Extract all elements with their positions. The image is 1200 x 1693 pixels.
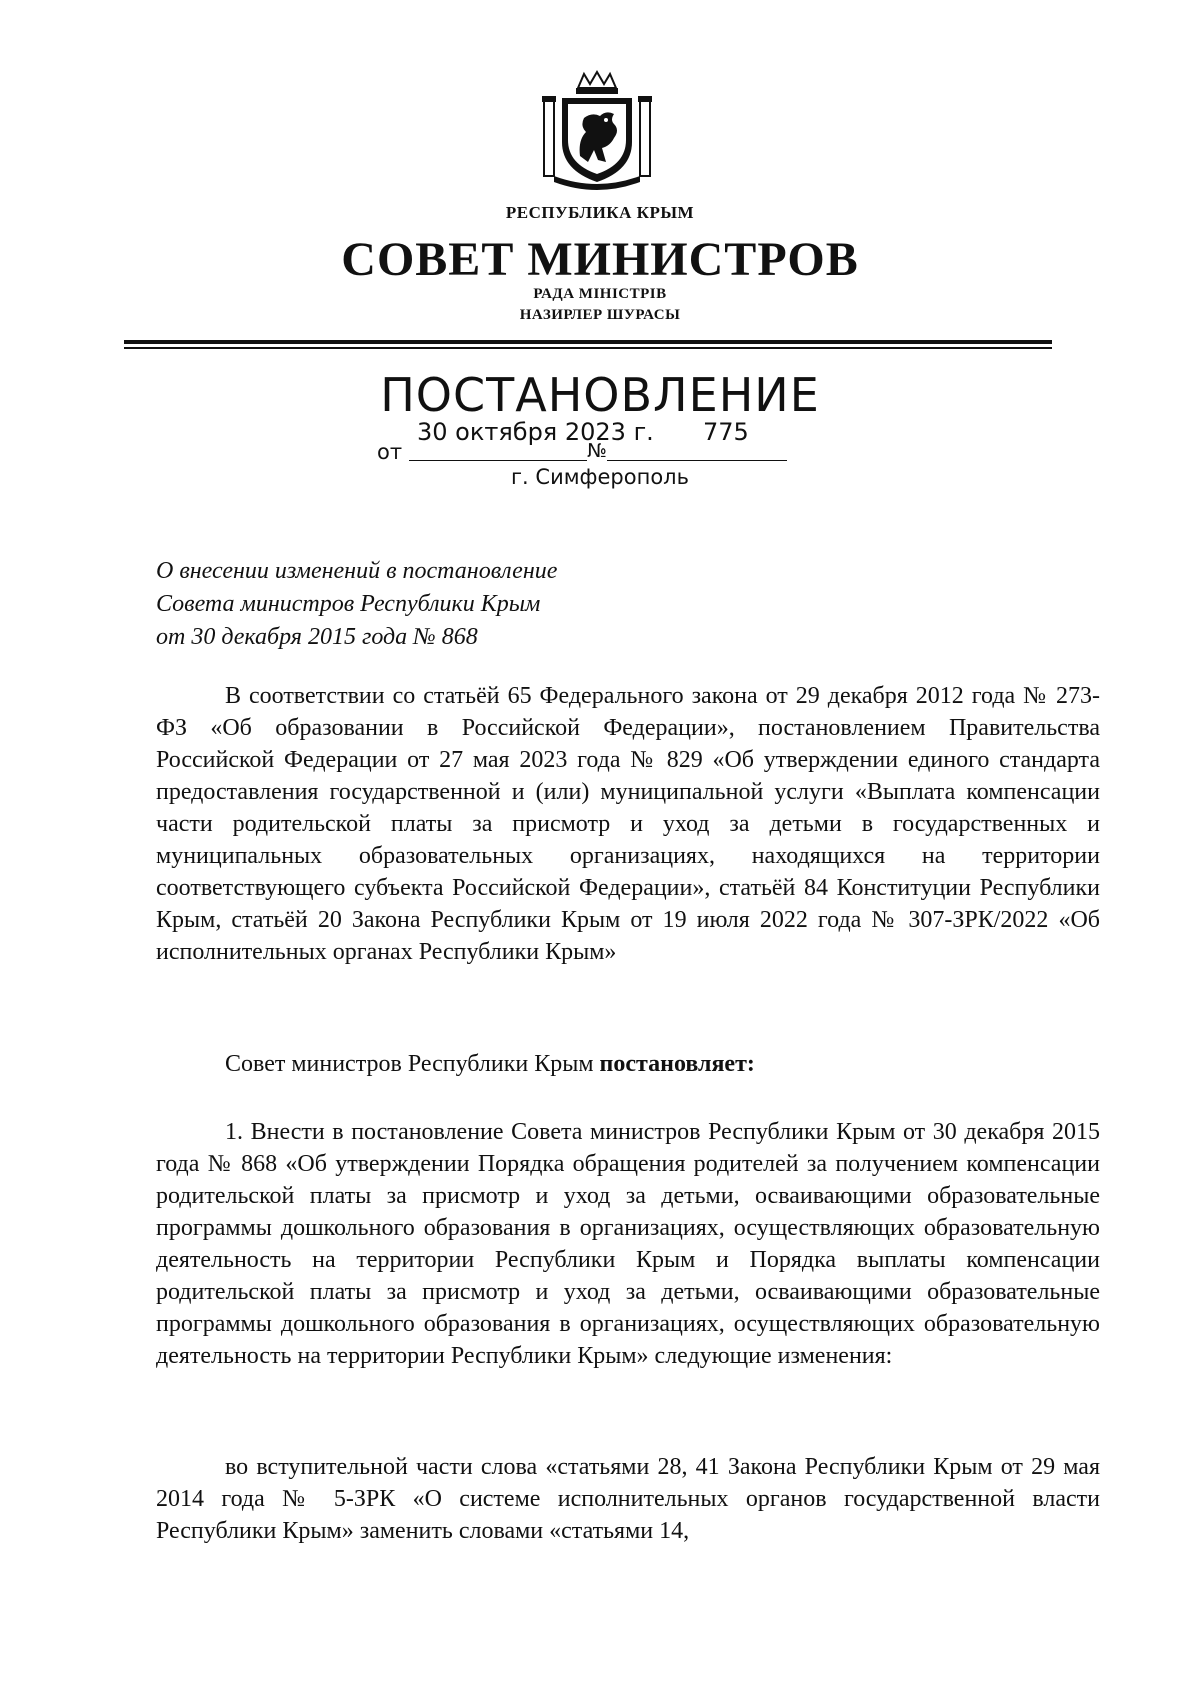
date-underline xyxy=(409,460,587,461)
council-name-ukrainian: РАДА МІНІСТРІВ xyxy=(533,286,667,302)
council-name: СОВЕТ МИНИСТРОВ xyxy=(341,233,859,286)
resolution-paragraph xyxy=(156,1048,1100,1080)
republic-name: РЕСПУБЛИКА КРЫМ xyxy=(505,203,695,222)
city: г. Симферополь xyxy=(511,465,689,489)
council-name-crimean-tatar: НАЗИРЛЕР ШУРАСЫ xyxy=(519,307,681,323)
subject-line: Совета министров Республики Крым xyxy=(156,591,541,617)
decree-subject xyxy=(156,555,557,654)
amendment-paragraph: во вступительной части слова «статьями 28, 41 Закона Республики Крым от 29 мая 2014 года № 5-ЗРК «О системе исполнительных органов государственной власти Республики Крым» заменить словами «статьями 14, xyxy=(156,1454,1100,1544)
date-prefix: от xyxy=(377,440,403,464)
resolution-text: Совет министров Республики Крым xyxy=(225,1051,600,1077)
number-sign: № xyxy=(587,440,607,462)
number-underline xyxy=(607,460,787,461)
preamble-paragraph: В соответствии со статьёй 65 Федерального закона от 29 декабря 2012 года № 273-ФЗ «Об образовании в Российской Федерации», постановлением Правительства Российской Федерации от 27 мая 2023 года № 829 «Об утверждении единого стандарта предоставления государственной и (или) муниципальной услуги «Выплата компенсации части родительской платы за присмотр и уход за детьми в государственных и муниципальных образовательных организациях, находящихся на территории соответствующего субъекта Российской Федерации», статьёй 84 Конституции Республики Крым, статьёй 20 Закона Республики Крым от 19 июля 2022 года № 307-ЗРК/2022 «Об исполнительных органах Республики Крым» xyxy=(156,683,1100,965)
item-1-paragraph: 1. Внести в постановление Совета министров Республики Крым от 30 декабря 2015 года № 868 «Об утверждении Порядка обращения родителей за получением компенсации родительской платы за присмотр и уход за детьми, осваивающими образовательные программы дошкольного образования в организациях, осуществляющих образовательную деятельность на территории Республики Крым и Порядка выплаты компенсации родительской платы за присмотр и уход за детьми, осваивающими образовательные программы дошкольного образования в организациях, осуществляющих образовательную деятельность на территории Республики Крым» следующие изменения: xyxy=(156,1119,1100,1369)
document-title: ПОСТАНОВЛЕНИЕ xyxy=(380,368,820,422)
decree-date-number xyxy=(375,418,815,462)
header-divider-thin xyxy=(124,347,1052,349)
crimea-coat-of-arms-icon xyxy=(540,70,654,190)
subject-line: от 30 декабря 2015 года № 868 xyxy=(156,624,478,650)
decree-date: 30 октября 2023 г. xyxy=(417,418,654,446)
subject-line: О внесении изменений в постановление xyxy=(156,558,558,584)
header-divider xyxy=(124,340,1052,344)
decree-number: 775 xyxy=(703,418,749,446)
resolution-keyword: постановляет: xyxy=(599,1051,755,1077)
